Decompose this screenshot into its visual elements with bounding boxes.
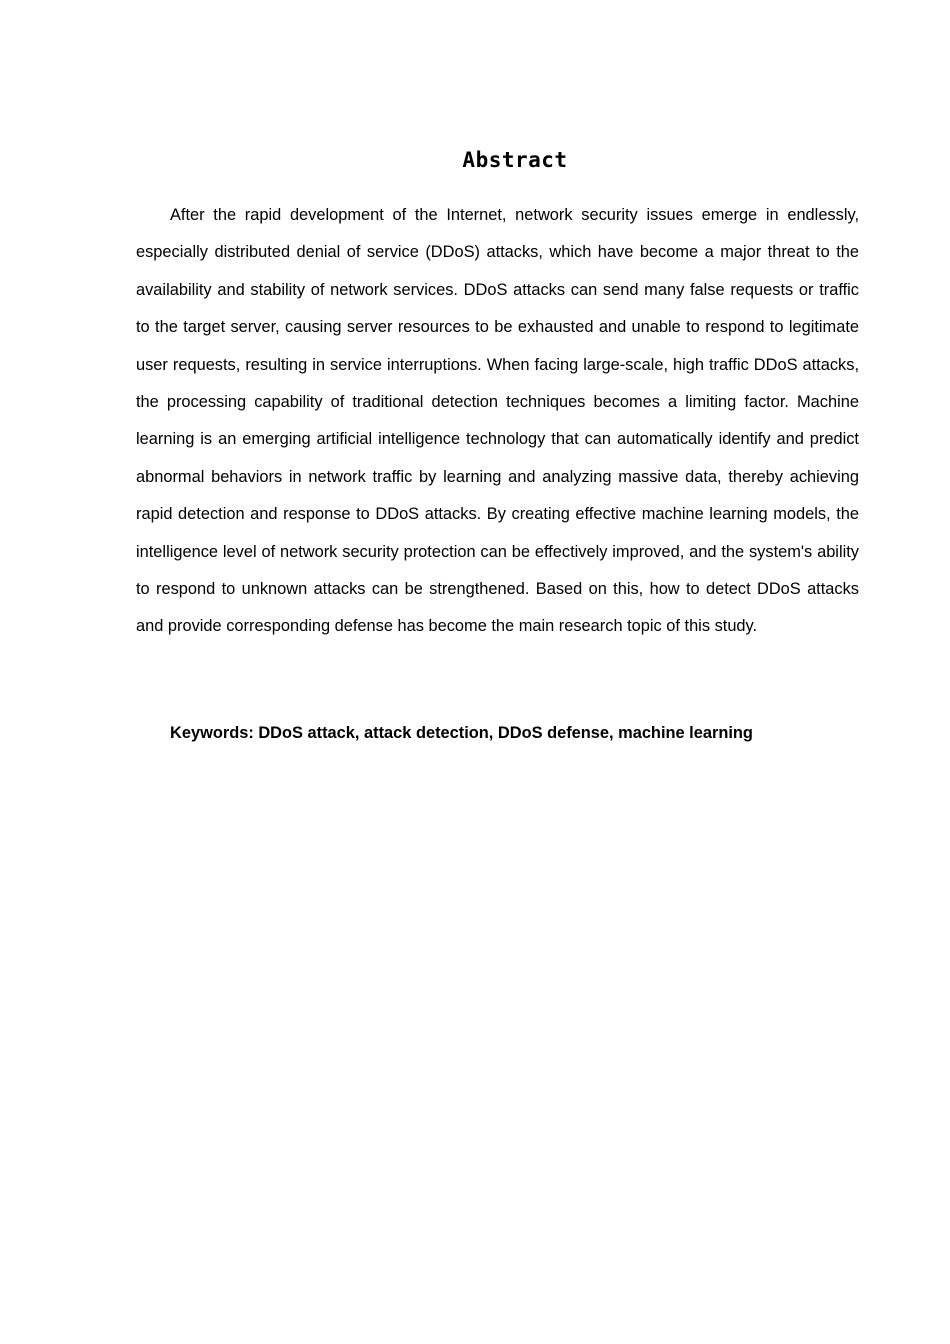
keywords-line: Keywords: DDoS attack, attack detection, DDoS defense, machine learning: [170, 724, 753, 742]
abstract-title: Abstract: [462, 148, 568, 172]
abstract-body: After the rapid development of the Internet, network security issues emerge in endlessly, especially distributed denial of service (DDoS) attacks, which have become a major threat to the availability and stability of network services. DDoS attacks can send many false requests or traffic to the target server, causing server resources to be exhausted and unable to respond to legitimate user requests, resulting in service interruptions. When facing large-scale, high traffic DDoS attacks, the processing capability of traditional detection techniques becomes a limiting factor. Machine learning is an emerging artificial intelligence technology that can automatically identify and predict abnormal behaviors in network traffic by learning and analyzing massive data, thereby achieving rapid detection and response to DDoS attacks. By creating effective machine learning models, the intelligence level of network security protection can be effectively improved, and the system's ability to respond to unknown attacks can be strengthened. Based on this, how to detect DDoS attacks and provide corresponding defense has become the main research topic of this study.: [136, 206, 859, 636]
